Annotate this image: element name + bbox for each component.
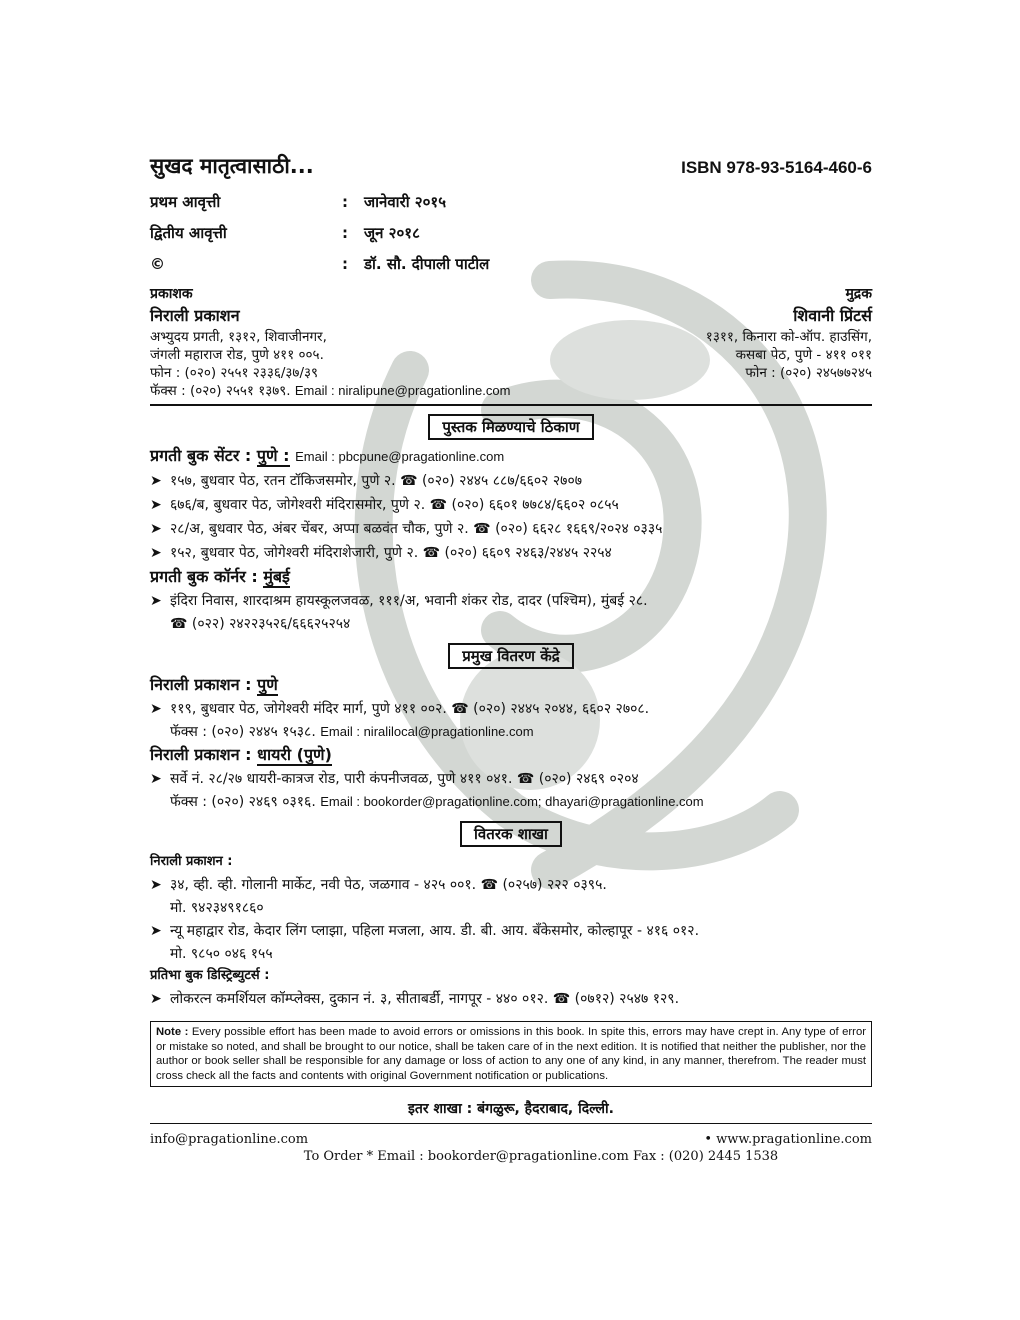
branches-heading xyxy=(150,821,872,847)
address-text: ११९, बुधवार पेठ, जोगेश्वरी मंदिर मार्ग, पुणे ४११ ००२. ☎ (०२०) २४४५ २०४४, ६६०२ २७०८. xyxy=(170,701,650,717)
fax-line xyxy=(150,791,872,813)
copyright-sep: : xyxy=(342,254,348,273)
list-item xyxy=(150,767,872,791)
printer-address: १३११, किनारा को-ऑप. हाउसिंग, xyxy=(705,329,872,345)
edition-row xyxy=(150,186,872,217)
footer-email: info@pragationline.com xyxy=(150,1132,309,1147)
arrow-icon: ➤ xyxy=(150,877,162,893)
printer-block xyxy=(706,285,872,400)
email-text: Email : bookorder@pragationline.com; dhayari@pragationline.com xyxy=(320,794,704,809)
arrow-icon: ➤ xyxy=(150,545,162,561)
publisher-email: Email : niralipune@pragationline.com xyxy=(294,383,511,398)
edition-value: जून २०१८ xyxy=(364,223,420,242)
mobile-line: मो. ९८५० ०४६ १५५ xyxy=(170,946,273,962)
branches-heading-text: वितरक शाखा xyxy=(460,821,562,847)
list-item xyxy=(150,697,872,721)
copyright-page xyxy=(150,152,872,1164)
publisher-address: अभ्युदय प्रगती, १३१२, शिवाजीनगर, xyxy=(150,329,327,345)
nirali-dhayari-name: निराली प्रकाशन : xyxy=(150,745,252,764)
nirali-pune-name: निराली प्रकाशन : xyxy=(150,675,252,694)
address-text: १५२, बुधवार पेठ, जोगेश्वरी मंदिराशेजारी, पुणे २. ☎ (०२०) ६६०९ २४६३/२४४५ २२५४ xyxy=(170,545,612,561)
arrow-icon: ➤ xyxy=(150,521,162,537)
pratibha-label: प्रतिभा बुक डिस्ट्रिब्युटर्स : xyxy=(150,968,270,983)
footer xyxy=(150,1132,872,1147)
edition-label: प्रथम आवृत्ती xyxy=(150,192,221,211)
email-text: Email : niralilocal@pragationline.com xyxy=(320,724,534,739)
publisher-address: जंगली महाराज रोड, पुणे ४११ ००५. xyxy=(150,347,324,363)
book-center-email: Email : pbcpune@pragationline.com xyxy=(295,449,505,464)
fax-text: फॅक्स : (०२०) २४४५ १५३८. xyxy=(170,724,316,740)
address-text: ३४, व्ही. व्ही. गोलानी मार्केट, नवी पेठ, जळगाव - ४२५ ००१. ☎ (०२५७) २२२ ०३९५. xyxy=(170,877,607,893)
fax-text: फॅक्स : (०२०) २४६९ ०३१६. xyxy=(170,794,316,810)
edition-sep: : xyxy=(342,192,348,211)
nirali-dhayari-city: धायरी (पुणे) xyxy=(257,745,332,764)
address-text: २८/अ, बुधवार पेठ, अंबर चेंबर, अप्पा बळवंत चौक, पुणे २. ☎ (०२०) ६६२८ १६६९/२०२४ ०३३५ xyxy=(170,521,663,537)
book-corner-city: मुंबई xyxy=(263,567,290,586)
publisher-name: निराली प्रकाशन xyxy=(150,306,240,325)
address-text: १५७, बुधवार पेठ, रतन टॉकिजसमोर, पुणे २. ☎ (०२०) २४४५ ८८७/६६०२ २७०७ xyxy=(170,473,583,489)
publisher-block xyxy=(150,285,510,400)
printer-label: मुद्रक xyxy=(845,286,872,302)
note-box xyxy=(150,1021,872,1087)
address-text: ६७६/ब, बुधवार पेठ, जोगेश्वरी मंदिरासमोर, पुणे २. ☎ (०२०) ६६०१ ७७८४/६६०२ ०८५५ xyxy=(170,497,619,513)
printer-address: कसबा पेठ, पुणे - ४११ ०११ xyxy=(735,347,872,363)
list-item xyxy=(150,873,872,897)
list-item xyxy=(150,469,872,493)
footer-order: To Order * Email : bookorder@pragationline.com Fax : (020) 2445 1538 xyxy=(303,1149,779,1164)
list-item xyxy=(150,987,872,1011)
publisher-fax: फॅक्स : (०२०) २५५१ १३७९. xyxy=(150,383,291,399)
list-item xyxy=(150,517,872,541)
printer-phone: फोन : (०२०) २४५७७२४५ xyxy=(745,365,872,381)
arrow-icon: ➤ xyxy=(150,473,162,489)
publisher-fax-line xyxy=(150,382,510,400)
address-text: सर्वे नं. २८/२७ धायरी-कात्रज रोड, पारी कंपनीजवळ, पुणे ४११ ०४१. ☎ (०२०) २४६९ ०२०४ xyxy=(170,771,639,787)
book-title: सुखद मातृत्वासाठी... xyxy=(150,154,314,178)
arrow-icon: ➤ xyxy=(150,701,162,717)
list-item xyxy=(150,493,872,517)
edition-sep: : xyxy=(342,223,348,242)
address-text: इंदिरा निवास, शारदाश्रम हायस्कूलजवळ, १११/अ, भवानी शंकर रोड, दादर (पश्चिम), मुंबई २८. xyxy=(170,593,648,609)
note-text: Every possible effort has been made to avoid errors or omissions in this book. In spite this, errors may have crept in. Any type of error or mistake so noted, and shall be brought to our notice, shall be taken care of in the next edition. It is notified that neither the publisher, nor the author or book seller shall be responsible for any damage or loss of action to any one of any kind, in any manner, therefrom. The reader must cross check all the facts and contents with original Government notification or publications. xyxy=(156,1026,866,1082)
arrow-icon: ➤ xyxy=(150,497,162,513)
availability-heading-text: पुस्तक मिळण्याचे ठिकाण xyxy=(428,414,593,440)
arrow-icon: ➤ xyxy=(150,593,162,609)
divider xyxy=(150,404,872,406)
publisher-label: प्रकाशक xyxy=(150,286,193,302)
isbn: ISBN 978-93-5164-460-6 xyxy=(681,158,872,177)
mobile-line: मो. ९४२३४९१८६० xyxy=(170,900,264,916)
nirali-dhayari-heading xyxy=(150,743,872,767)
publisher-printer xyxy=(150,285,872,400)
edition-value: जानेवारी २०१५ xyxy=(364,192,447,211)
phone-line: ☎ (०२२) २४२२३५२६/६६६२५२५४ xyxy=(170,616,351,632)
footer-website: • www.pragationline.com xyxy=(704,1132,872,1147)
list-item xyxy=(150,589,872,613)
nirali-branch-label: निराली प्रकाशन : xyxy=(150,854,233,869)
availability-heading xyxy=(150,414,872,440)
printer-name: शिवानी प्रिंटर्स xyxy=(793,306,872,325)
address-text: लोकरत्न कमर्शियल कॉम्प्लेक्स, दुकान नं. ३, सीताबर्डी, नागपूर - ४४० ०१२. ☎ (०७१२) २५४७ १२९. xyxy=(170,991,680,1007)
copyright-holder: डॉ. सौ. दीपाली पाटील xyxy=(364,254,490,273)
title-row xyxy=(150,152,872,186)
list-item xyxy=(150,541,872,565)
edition-label: द्वितीय आवृत्ती xyxy=(150,223,227,242)
book-corner-name: प्रगती बुक कॉर्नर : xyxy=(150,567,258,586)
nirali-pune-heading xyxy=(150,673,872,697)
list-item xyxy=(150,919,872,943)
distribution-heading-text: प्रमुख वितरण केंद्रे xyxy=(448,643,573,669)
nirali-pune-city: पुणे xyxy=(257,675,278,694)
copyright-label: © xyxy=(150,254,165,273)
arrow-icon: ➤ xyxy=(150,991,162,1007)
book-corner-heading xyxy=(150,565,872,589)
distribution-heading xyxy=(150,643,872,669)
publisher-phone: फोन : (०२०) २५५१ २३३६/३७/३९ xyxy=(150,365,319,381)
note-label: Note : xyxy=(156,1026,189,1038)
copyright-row xyxy=(150,248,872,279)
other-branches: इतर शाखा : बंगळुरू, हैदराबाद, दिल्ली. xyxy=(150,1099,872,1124)
book-center-name: प्रगती बुक सेंटर : xyxy=(150,446,252,465)
address-text: न्यू महाद्वार रोड, केदार लिंग प्लाझा, पहिला मजला, आय. डी. बी. आय. बँकेसमोर, कोल्हापूर - ४१६ ०१२. xyxy=(170,923,700,939)
fax-line xyxy=(150,721,872,743)
edition-row xyxy=(150,217,872,248)
arrow-icon: ➤ xyxy=(150,923,162,939)
book-center-heading xyxy=(150,444,872,469)
book-center-city: पुणे : xyxy=(256,446,290,465)
arrow-icon: ➤ xyxy=(150,771,162,787)
